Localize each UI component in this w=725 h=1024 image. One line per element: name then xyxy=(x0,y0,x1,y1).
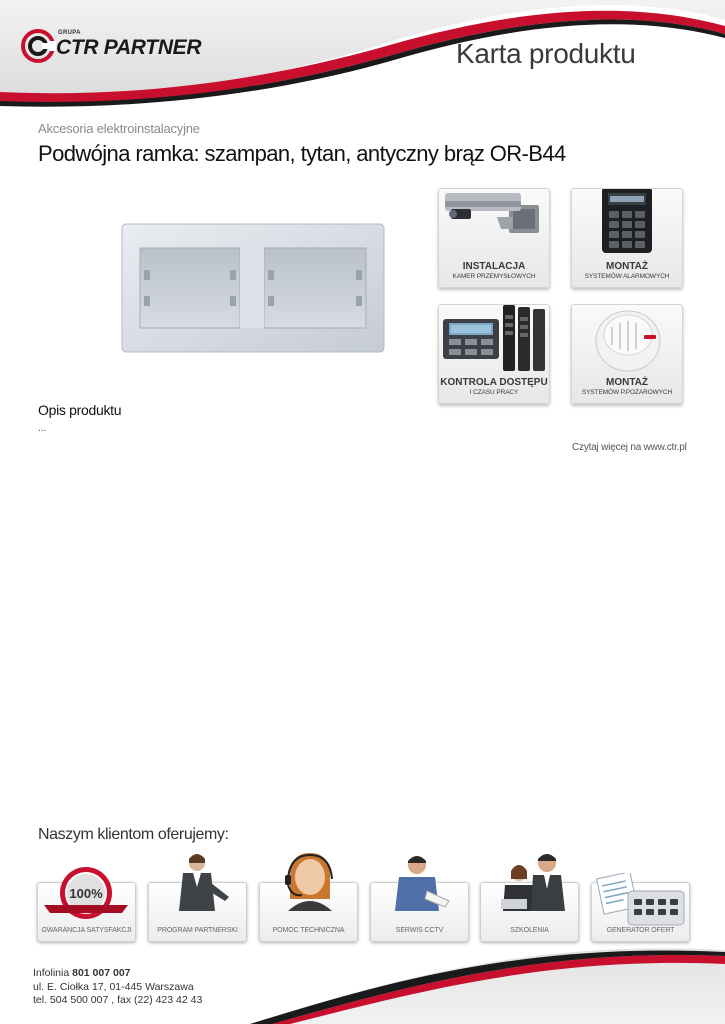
cctv-camera-icon xyxy=(439,189,549,261)
tile-title: MONTAŻ xyxy=(605,261,649,272)
logo-wordmark: CTR PARTNER xyxy=(56,36,202,59)
offer-item-training[interactable] xyxy=(480,882,579,942)
service-tile-cctv[interactable] xyxy=(438,188,550,288)
tile-title: MONTAŻ xyxy=(605,377,649,388)
tile-title: KONTROLA DOSTĘPU xyxy=(440,377,548,388)
logo-group-label: GRUPA xyxy=(58,30,81,36)
offer-label: SZKOLENIA xyxy=(510,927,549,934)
product-double-frame-image xyxy=(120,222,386,354)
offer-heading: Naszym klientom oferujemy: xyxy=(38,826,229,843)
offer-item-partner[interactable] xyxy=(148,882,247,942)
read-more-link[interactable]: Czytaj więcej na www.ctr.pl xyxy=(572,442,687,453)
product-title: Podwójna ramka: szampan, tytan, antyczny brąz OR-B44 xyxy=(38,141,566,166)
hotline-label: Infolinia xyxy=(33,967,70,979)
offer-item-offer-generator[interactable] xyxy=(591,882,690,942)
service-tile-access-control[interactable] xyxy=(438,304,550,404)
service-tile-alarm[interactable] xyxy=(571,188,683,288)
satisfaction-seal-icon xyxy=(38,861,135,927)
tile-subtitle: SYSTEMÓW P.POŻAROWYCH xyxy=(581,389,673,396)
support-headset-icon xyxy=(260,853,357,923)
smoke-detector-icon xyxy=(572,305,682,377)
offer-label: GWARANCJA SATYSFAKCJI xyxy=(41,927,132,934)
description-body: ... xyxy=(38,423,47,434)
product-category: Akcesoria elektroinstalacyjne xyxy=(38,121,200,136)
tile-subtitle: SYSTEMÓW ALARMOWYCH xyxy=(584,273,670,280)
alarm-keypad-icon xyxy=(572,189,682,261)
tile-subtitle: KAMER PRZEMYSŁOWYCH xyxy=(452,273,536,280)
access-control-icon xyxy=(439,305,549,377)
offer-label: SERWIS CCTV xyxy=(395,927,444,934)
footer-hotline xyxy=(33,967,131,979)
hotline-number: 801 007 007 xyxy=(72,967,131,979)
calculator-icon xyxy=(592,873,689,931)
training-people-icon xyxy=(481,853,578,923)
offer-item-guarantee[interactable] xyxy=(37,882,136,942)
footer-address: ul. E. Ciołka 17, 01-445 Warszawa xyxy=(33,981,194,993)
description-heading: Opis produktu xyxy=(38,402,122,418)
service-technician-icon xyxy=(371,853,468,923)
offer-label: POMOC TECHNICZNA xyxy=(272,927,345,934)
offer-item-support[interactable] xyxy=(259,882,358,942)
tile-subtitle: I CZASU PRACY xyxy=(469,389,519,396)
footer-phones: tel. 504 500 007 , fax (22) 423 42 43 xyxy=(33,994,203,1006)
service-tile-fire[interactable] xyxy=(571,304,683,404)
page-kicker: Karta produktu xyxy=(456,38,636,69)
seal-percent-text: 100% xyxy=(69,886,103,901)
offer-label: GENERATOR OFERT xyxy=(606,927,675,934)
offer-label: PROGRAM PARTNERSKI xyxy=(157,927,238,934)
partner-person-icon xyxy=(149,853,246,923)
tile-title: INSTALACJA xyxy=(462,261,526,272)
ctr-logo-icon xyxy=(20,28,56,64)
offer-item-cctv-service[interactable] xyxy=(370,882,469,942)
